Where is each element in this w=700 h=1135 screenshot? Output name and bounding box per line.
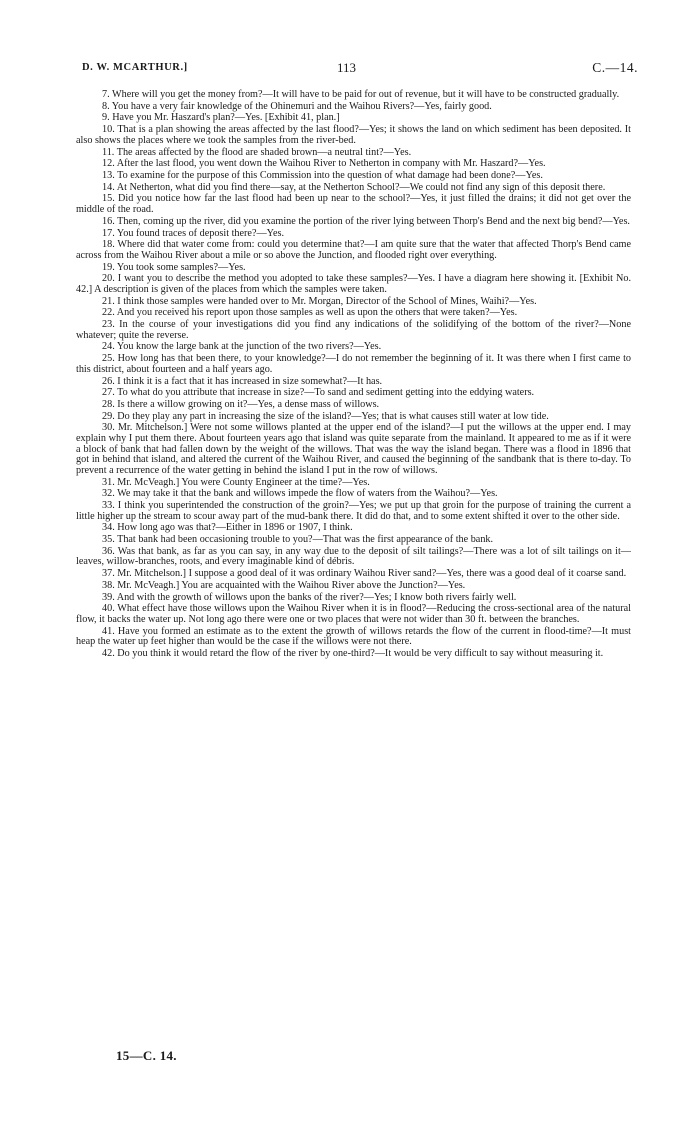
testimony-paragraph: 7. Where will you get the money from?—It will have to be paid for out of revenue, but it will have to be constructed gradually. [102, 89, 620, 100]
testimony-paragraph: 42. Do you think it would retard the flow of the river by one-third?—It would be very difficult to say without measuring it. [102, 648, 604, 660]
testimony-paragraph: 15. Did you notice how far the last flood had been up near to the school?—Yes, it just filled the drains; it did not get over the middle of the road. [76, 193, 631, 216]
testimony-paragraph: 12. After the last flood, you went down the Waihou River to Netherton in company with Mr. Haszard?—Yes. [102, 158, 546, 170]
testimony-paragraph: 29. Do they play any part in increasing the size of the island?—Yes; that is what causes still water at low tide. [102, 410, 549, 422]
testimony-paragraph: 32. We may take it that the bank and willows impede the flow of waters from the Waihou?—Yes. [102, 488, 498, 500]
signature-mark: 15—C. 14. [116, 1048, 177, 1063]
testimony-paragraph: 18. Where did that water come from: could you determine that?—I am quite sure that the water that affected Thorp's Bend came across from the Waihou River about a mile or so above the Junction, and flooded right over everything. [76, 239, 631, 261]
header-witness-name: D. W. MCARTHUR.] [82, 62, 188, 73]
testimony-paragraph: 10. That is a plan showing the areas affected by the last flood?—Yes; it shows the land on which sediment has been deposited. It also shows the places where we took the samples from the river-bed. [76, 124, 631, 146]
testimony-paragraph: 24. You know the large bank at the junction of the two rivers?—Yes. [102, 341, 382, 353]
testimony-paragraph: 9. Have you Mr. Haszard's plan?—Yes. [Exhibit 41, plan.] [102, 112, 340, 124]
testimony-paragraph: 38. Mr. McVeagh.] You are acquainted with the Waihou River above the Junction?—Yes. [102, 579, 466, 591]
testimony-paragraph: 8. You have a very fair knowledge of the Ohinemuri and the Waihou Rivers?—Yes, fairly good. [102, 100, 492, 112]
testimony-paragraph: 25. How long has that been there, to your knowledge?—I do not remember the beginning of it. It was there when I first came to this district, about fourteen and a half years ago. [76, 353, 631, 375]
testimony-paragraph: 40. What effect have those willows upon the Waihou River when it is in flood?—Reducing the cross-sectional area of the natural flow, it backs the water up. Not long ago there were one or two places that were not wider than 30 ft. between the branches. [76, 603, 631, 625]
testimony-paragraph: 39. And with the growth of willows upon the banks of the river?—Yes; I know both rivers fairly well. [102, 591, 517, 603]
testimony-paragraph: 21. I think those samples were handed over to Mr. Morgan, Director of the School of Mines, Waihi?—Yes. [102, 295, 537, 307]
testimony-paragraph: 41. Have you formed an estimate as to the extent the growth of willows retards the flow of the current in flood-time?—It must heap the water up feet higher than would be the case if the willows were not there. [76, 625, 631, 648]
testimony-paragraph: 13. To examine for the purpose of this Commission into the question of what damage had been done?—Yes. [102, 170, 543, 181]
testimony-paragraph: 34. How long ago was that?—Either in 1896 or 1907, I think. [102, 522, 353, 534]
testimony-paragraph: 36. Was that bank, as far as you can say, in any way due to the deposit of silt tailings?—There was a lot of silt tailings on it—leaves, willow-branches, roots, and every imaginable kind of débris. [76, 545, 631, 568]
testimony-paragraph: 27. To what do you attribute that increase in size?—To sand and sediment getting into the eddying waters. [102, 387, 535, 399]
testimony-paragraph: 30. Mr. Mitchelson.] Were not some willows planted at the upper end of the island?—I put the willows at the upper end. I may explain why I put them there. About fourteen years ago that island was quite separate from the mainland. It appeared to me as if it were a block of bank that had fallen down by the weight of the willows. That was the way the island began. There was a flood in 1896 that got in behind that island, and altered the current of the Waihou River, and caused the beginning of the sandbank that is there to-day. To prevent a recurrence of the water getting in behind the island I put in the row of willows. [76, 422, 631, 476]
testimony-paragraph: 26. I think it is a fact that it has increased in size somewhat?—It has. [102, 375, 383, 387]
testimony-paragraph: 19. You took some samples?—Yes. [102, 261, 246, 273]
testimony-paragraph: 11. The areas affected by the flood are shaded brown—a neutral tint?—Yes. [102, 146, 412, 158]
testimony-paragraph: 33. I think you superintended the construction of the groin?—Yes; we put up that groin for the purpose of training the current a little higher up the stream to scour away part of the mud-bank there. It did do that, and to some extent shifted it over to the other side. [76, 500, 631, 522]
testimony-paragraph: 31. Mr. McVeagh.] You were County Engineer at the time?—Yes. [102, 476, 370, 488]
testimony-paragraph: 37. Mr. Mitchelson.] I suppose a good deal of it was ordinary Waihou River sand?—Yes, there was a good deal of it coarse sand. [102, 568, 627, 580]
testimony-body [76, 90, 631, 661]
testimony-paragraph: 16. Then, coming up the river, did you examine the portion of the river lying between Thorp's Bend and the next big bend?—Yes. [102, 215, 630, 227]
page-number: 113 [337, 60, 357, 75]
testimony-paragraph: 17. You found traces of deposit there?—Yes. [102, 227, 285, 239]
testimony-paragraph: 28. Is there a willow growing on it?—Yes, a dense mass of willows. [102, 398, 380, 410]
testimony-paragraph: 14. At Netherton, what did you find there—say, at the Netherton School?—We could not find any sign of this deposit there. [102, 181, 606, 193]
testimony-paragraph: 20. I want you to describe the method you adopted to take these samples?—Yes. I have a diagram here showing it. [Exhibit No. 42.] A description is given of the places from which the samples were taken. [76, 273, 631, 295]
page-header [82, 60, 638, 80]
testimony-paragraph: 35. That bank had been occasioning trouble to you?—That was the first appearance of the bank. [102, 534, 494, 546]
testimony-paragraph: 22. And you received his report upon those samples as well as upon the others that were taken?—Yes. [102, 307, 518, 319]
testimony-paragraph: 23. In the course of your investigations did you find any indications of the solidifying of the bottom of the river?—None whatever; quite the reverse. [76, 319, 631, 341]
document-reference: C.—14. [592, 60, 638, 75]
